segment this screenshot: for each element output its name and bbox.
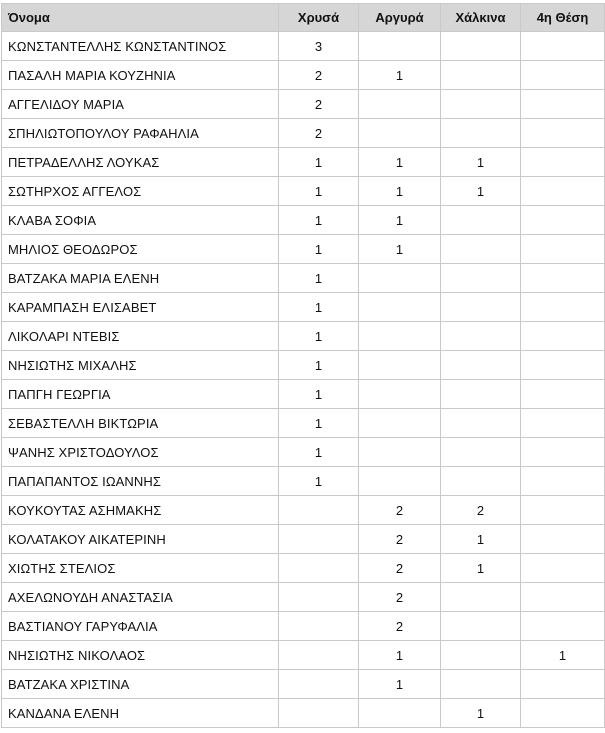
- cell-name: ΒΑΤΖΑΚΑ ΧΡΙΣΤΙΝΑ: [2, 670, 279, 699]
- cell-gold: [279, 525, 359, 554]
- cell-name: ΜΗΛΙΟΣ ΘΕΟΔΩΡΟΣ: [2, 235, 279, 264]
- cell-bronze: [441, 409, 521, 438]
- cell-fourth-place: [521, 293, 605, 322]
- cell-silver: 1: [359, 148, 441, 177]
- cell-bronze: 1: [441, 554, 521, 583]
- table-row: [2, 61, 605, 90]
- cell-gold: [279, 612, 359, 641]
- cell-fourth-place: [521, 148, 605, 177]
- cell-bronze: [441, 438, 521, 467]
- cell-name: ΑΧΕΛΩΝΟΥΔΗ ΑΝΑΣΤΑΣΙΑ: [2, 583, 279, 612]
- cell-bronze: [441, 90, 521, 119]
- cell-fourth-place: [521, 90, 605, 119]
- cell-silver: [359, 90, 441, 119]
- table-row: [2, 699, 605, 728]
- cell-bronze: [441, 119, 521, 148]
- cell-name: ΠΑΠΓΗ ΓΕΩΡΓΙΑ: [2, 380, 279, 409]
- cell-bronze: [441, 380, 521, 409]
- table-body: [2, 32, 605, 728]
- cell-bronze: [441, 583, 521, 612]
- table-row: [2, 351, 605, 380]
- cell-silver: 1: [359, 235, 441, 264]
- table-row: [2, 409, 605, 438]
- table-row: [2, 670, 605, 699]
- cell-gold: 1: [279, 351, 359, 380]
- cell-gold: 2: [279, 90, 359, 119]
- cell-silver: [359, 699, 441, 728]
- table-row: [2, 264, 605, 293]
- cell-silver: 2: [359, 525, 441, 554]
- table-row: [2, 467, 605, 496]
- cell-bronze: [441, 264, 521, 293]
- table-row: [2, 235, 605, 264]
- cell-gold: [279, 554, 359, 583]
- cell-name: ΝΗΣΙΩΤΗΣ ΝΙΚΟΛΑΟΣ: [2, 641, 279, 670]
- cell-bronze: [441, 467, 521, 496]
- cell-gold: 1: [279, 467, 359, 496]
- cell-fourth-place: [521, 612, 605, 641]
- cell-name: ΣΠΗΛΙΩΤΟΠΟΥΛΟΥ ΡΑΦΑΗΛΙΑ: [2, 119, 279, 148]
- medal-table: [1, 3, 605, 728]
- cell-bronze: [441, 351, 521, 380]
- cell-silver: [359, 467, 441, 496]
- cell-bronze: [441, 32, 521, 61]
- cell-gold: 1: [279, 409, 359, 438]
- cell-bronze: [441, 322, 521, 351]
- cell-fourth-place: [521, 438, 605, 467]
- cell-bronze: 1: [441, 525, 521, 554]
- cell-silver: [359, 380, 441, 409]
- cell-bronze: [441, 670, 521, 699]
- cell-gold: [279, 496, 359, 525]
- cell-gold: 1: [279, 206, 359, 235]
- cell-name: ΒΑΤΖΑΚΑ ΜΑΡΙΑ ΕΛΕΝΗ: [2, 264, 279, 293]
- cell-fourth-place: [521, 583, 605, 612]
- header-name: Όνομα: [2, 4, 279, 32]
- cell-gold: [279, 670, 359, 699]
- cell-gold: 1: [279, 177, 359, 206]
- cell-fourth-place: [521, 32, 605, 61]
- cell-bronze: 1: [441, 177, 521, 206]
- cell-fourth-place: [521, 61, 605, 90]
- cell-fourth-place: [521, 496, 605, 525]
- table-row: [2, 525, 605, 554]
- table-row: [2, 90, 605, 119]
- cell-gold: 1: [279, 148, 359, 177]
- header-fourth-place: 4η Θέση: [521, 4, 605, 32]
- cell-fourth-place: [521, 525, 605, 554]
- cell-silver: 2: [359, 496, 441, 525]
- cell-fourth-place: [521, 380, 605, 409]
- cell-name: ΠΕΤΡΑΔΕΛΛΗΣ ΛΟΥΚΑΣ: [2, 148, 279, 177]
- cell-gold: 1: [279, 235, 359, 264]
- header-gold: Χρυσά: [279, 4, 359, 32]
- cell-name: ΣΩΤΗΡΧΟΣ ΑΓΓΕΛΟΣ: [2, 177, 279, 206]
- table-row: [2, 148, 605, 177]
- table-row: [2, 612, 605, 641]
- cell-fourth-place: [521, 119, 605, 148]
- cell-fourth-place: [521, 177, 605, 206]
- cell-silver: [359, 264, 441, 293]
- cell-name: ΝΗΣΙΩΤΗΣ ΜΙΧΑΛΗΣ: [2, 351, 279, 380]
- cell-gold: 1: [279, 380, 359, 409]
- cell-silver: [359, 119, 441, 148]
- header-silver: Αργυρά: [359, 4, 441, 32]
- cell-bronze: [441, 61, 521, 90]
- cell-bronze: [441, 235, 521, 264]
- cell-bronze: [441, 293, 521, 322]
- cell-gold: 2: [279, 119, 359, 148]
- cell-fourth-place: [521, 699, 605, 728]
- cell-silver: [359, 32, 441, 61]
- cell-silver: 2: [359, 554, 441, 583]
- cell-fourth-place: [521, 467, 605, 496]
- cell-gold: 1: [279, 293, 359, 322]
- table-row: [2, 554, 605, 583]
- cell-fourth-place: 1: [521, 641, 605, 670]
- cell-fourth-place: [521, 409, 605, 438]
- cell-bronze: 2: [441, 496, 521, 525]
- cell-silver: [359, 438, 441, 467]
- table-row: [2, 206, 605, 235]
- cell-gold: [279, 583, 359, 612]
- cell-gold: 1: [279, 438, 359, 467]
- table-row: [2, 380, 605, 409]
- cell-silver: [359, 351, 441, 380]
- cell-silver: [359, 322, 441, 351]
- cell-fourth-place: [521, 351, 605, 380]
- cell-name: ΑΓΓΕΛΙΔΟΥ ΜΑΡΙΑ: [2, 90, 279, 119]
- cell-bronze: 1: [441, 148, 521, 177]
- cell-name: ΛΙΚΟΛΑΡΙ ΝΤΕΒΙΣ: [2, 322, 279, 351]
- cell-gold: [279, 641, 359, 670]
- cell-fourth-place: [521, 264, 605, 293]
- table-row: [2, 322, 605, 351]
- table-row: [2, 293, 605, 322]
- cell-name: ΠΑΠΑΠΑΝΤΟΣ ΙΩΑΝΝΗΣ: [2, 467, 279, 496]
- cell-silver: 1: [359, 670, 441, 699]
- cell-silver: 1: [359, 61, 441, 90]
- cell-name: ΚΛΑΒΑ ΣΟΦΙΑ: [2, 206, 279, 235]
- cell-name: ΧΙΩΤΗΣ ΣΤΕΛΙΟΣ: [2, 554, 279, 583]
- cell-fourth-place: [521, 235, 605, 264]
- cell-gold: 2: [279, 61, 359, 90]
- table-row: [2, 583, 605, 612]
- cell-silver: 1: [359, 177, 441, 206]
- cell-gold: 1: [279, 264, 359, 293]
- cell-fourth-place: [521, 206, 605, 235]
- header-bronze: Χάλκινα: [441, 4, 521, 32]
- cell-fourth-place: [521, 322, 605, 351]
- cell-silver: [359, 409, 441, 438]
- table-row: [2, 641, 605, 670]
- table-row: [2, 496, 605, 525]
- cell-silver: 2: [359, 612, 441, 641]
- table-row: [2, 32, 605, 61]
- cell-name: ΚΑΝΔΑΝΑ ΕΛΕΝΗ: [2, 699, 279, 728]
- cell-name: ΨΑΝΗΣ ΧΡΙΣΤΟΔΟΥΛΟΣ: [2, 438, 279, 467]
- cell-name: ΣΕΒΑΣΤΕΛΛΗ ΒΙΚΤΩΡΙΑ: [2, 409, 279, 438]
- cell-gold: 1: [279, 322, 359, 351]
- cell-gold: 3: [279, 32, 359, 61]
- cell-bronze: [441, 641, 521, 670]
- cell-name: ΒΑΣΤΙΑΝΟΥ ΓΑΡΥΦΑΛΙΑ: [2, 612, 279, 641]
- cell-bronze: [441, 206, 521, 235]
- table-row: [2, 177, 605, 206]
- cell-name: ΠΑΣΑΛΗ ΜΑΡΙΑ ΚΟΥΖΗΝΙΑ: [2, 61, 279, 90]
- cell-name: ΚΟΛΑΤΑΚΟΥ ΑΙΚΑΤΕΡΙΝΗ: [2, 525, 279, 554]
- cell-name: ΚΟΥΚΟΥΤΑΣ ΑΣΗΜΑΚΗΣ: [2, 496, 279, 525]
- cell-gold: [279, 699, 359, 728]
- cell-silver: 1: [359, 641, 441, 670]
- cell-silver: 2: [359, 583, 441, 612]
- cell-silver: [359, 293, 441, 322]
- table-row: [2, 438, 605, 467]
- header-row: [2, 4, 605, 32]
- cell-fourth-place: [521, 670, 605, 699]
- cell-bronze: 1: [441, 699, 521, 728]
- table-row: [2, 119, 605, 148]
- cell-name: ΚΑΡΑΜΠΑΣΗ ΕΛΙΣΑΒΕΤ: [2, 293, 279, 322]
- cell-name: ΚΩΝΣΤΑΝΤΕΛΛΗΣ ΚΩΝΣΤΑΝΤΙΝΟΣ: [2, 32, 279, 61]
- cell-bronze: [441, 612, 521, 641]
- cell-fourth-place: [521, 554, 605, 583]
- cell-silver: 1: [359, 206, 441, 235]
